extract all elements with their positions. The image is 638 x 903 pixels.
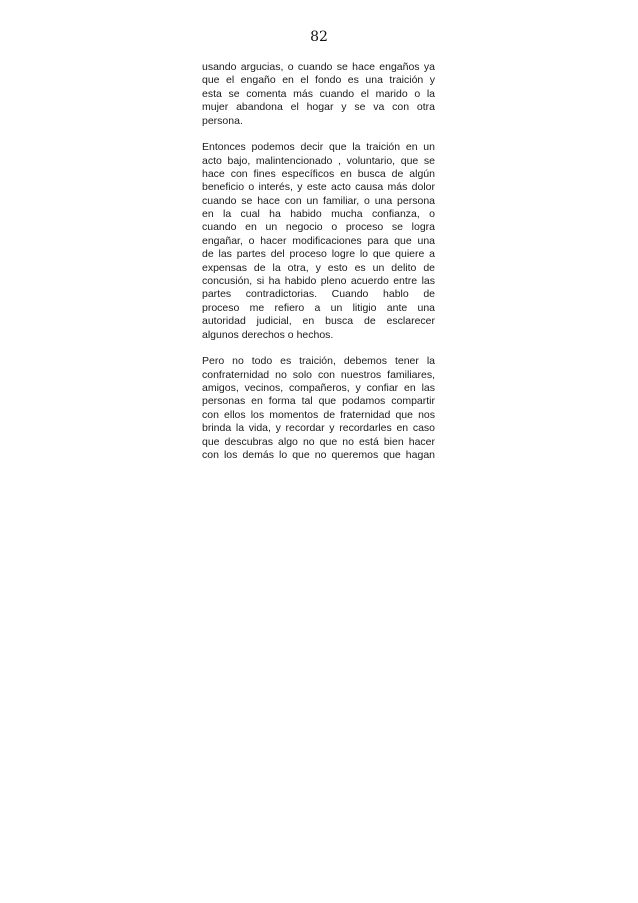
text-line: autoridad judicial, en busca de esclarecer (202, 315, 435, 328)
text-line: en la cual ha habido mucha confianza, o (202, 208, 435, 221)
text-line: Pero no todo es traición, debemos tener la (202, 355, 435, 368)
text-line: mujer abandona el hogar y se va con otra (202, 101, 435, 114)
text-line: brinda la vida, y recordar y recordarles en caso (202, 422, 435, 435)
text-line: cuando en un negocio o proceso se logra (202, 221, 435, 234)
paragraph-1 (202, 61, 435, 128)
text-line: con ellos los momentos de fraternidad que nos (202, 408, 435, 421)
text-line: algunos derechos o hechos. (202, 328, 334, 341)
text-line: Entonces podemos decir que la traición en un (202, 141, 435, 154)
text-line: esta se comenta más cuando el marido o la (202, 87, 435, 100)
text-line: engañar, o hacer modificaciones para que una (202, 234, 435, 247)
text-line: expensas de la otra, y esto es un delito de (202, 261, 435, 274)
text-line: que el engaño en el fondo es una traición y (202, 74, 435, 87)
paragraph-3 (202, 355, 435, 462)
text-line: de las partes del proceso logre lo que quiere a (202, 248, 435, 261)
body-text (202, 61, 435, 476)
text-line: con los demás lo que no queremos que hagan (202, 448, 435, 461)
text-line: acto bajo, malintencionado , voluntario, que se (202, 154, 435, 167)
text-line: beneficio o interés, y este acto causa más dolor (202, 181, 435, 194)
text-line: que descubras algo no que no está bien hacer (202, 435, 435, 448)
text-line: partes contradictorias. Cuando hablo de (202, 288, 435, 301)
text-line: concusión, si ha habido pleno acuerdo entre las (202, 275, 435, 288)
page-number: 82 (310, 29, 328, 45)
text-line: amigos, vecinos, compañeros, y confiar en las (202, 381, 435, 394)
text-line: hace con fines específicos en busca de algún (202, 167, 435, 180)
text-line: confraternidad no solo con nuestros familiares, (202, 368, 435, 381)
text-line: cuando se hace con un familiar, o una persona (202, 194, 435, 207)
paragraph-2 (202, 141, 435, 342)
text-line: persona. (202, 114, 243, 127)
text-line: proceso me refiero a un litigio ante una (202, 301, 435, 314)
text-line: usando argucias, o cuando se hace engaños ya (202, 61, 435, 73)
text-line: personas en forma tal que podamos compartir (202, 395, 435, 408)
